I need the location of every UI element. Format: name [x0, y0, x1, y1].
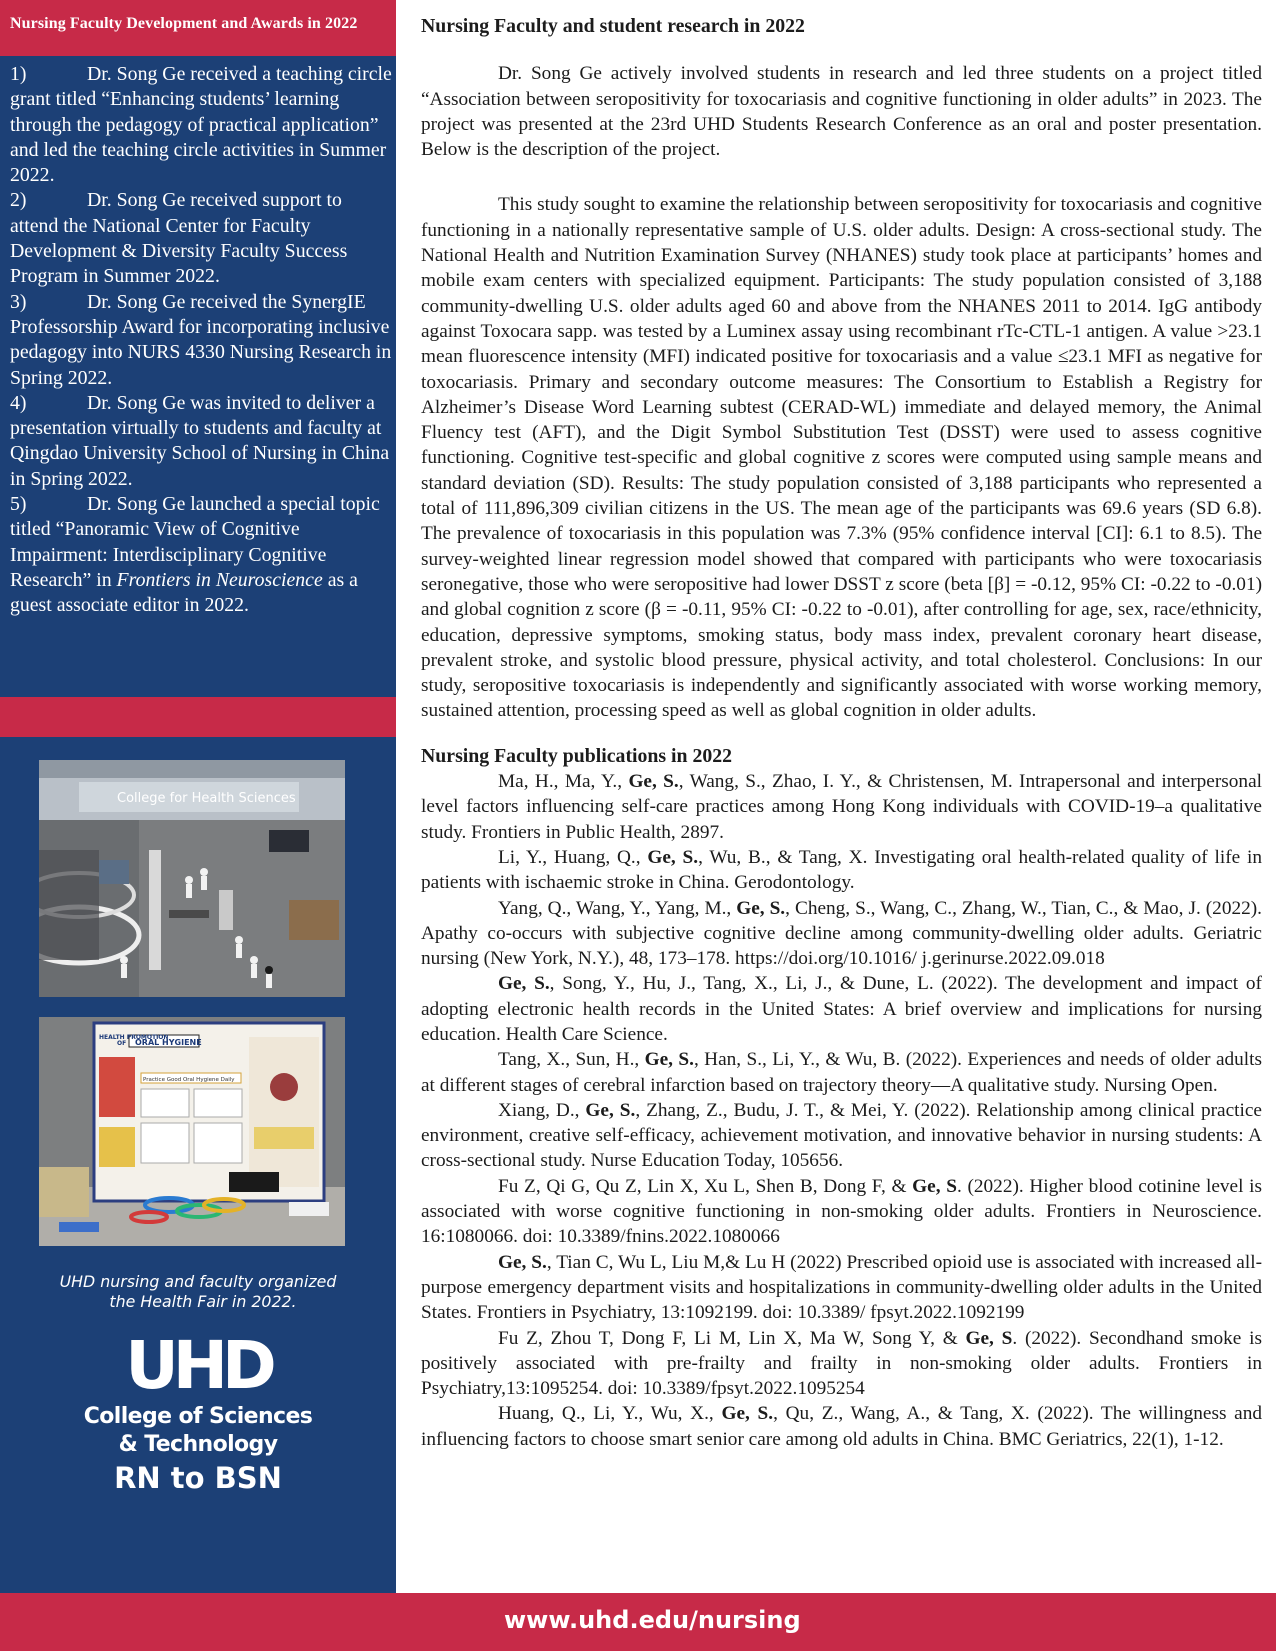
caption-line-1: UHD nursing and faculty organized	[59, 1272, 337, 1291]
ref-highlighted-author: Ge, S.	[647, 846, 699, 868]
publications-heading: Nursing Faculty publications in 2022	[421, 744, 733, 767]
ref-highlighted-author: Ge, S.	[721, 1403, 774, 1425]
award-text: Dr. Song Ge received support to attend the National Center for Faculty Development & Diversity Faculty Success Program in Summer 2022.	[10, 189, 348, 288]
college-name-line-1: College of Sciences	[83, 1404, 313, 1429]
photo-caption	[0, 1272, 396, 1312]
footer-bar	[0, 1593, 1276, 1651]
award-item	[10, 391, 392, 492]
college-name-line-2: & Technology	[118, 1432, 278, 1457]
publication-item	[421, 1401, 1262, 1452]
atrium-sign: College for Health Sciences	[117, 791, 296, 806]
poster-title: ORAL HYGIENE	[135, 1038, 202, 1047]
publication-item	[421, 845, 1262, 896]
ref-highlighted-author: Ge, S.	[585, 1099, 636, 1121]
ref-details: . (2022). Higher blood cotinine level is associated with worse cognitive functioning in non-smoking older adults. Frontiers in Neuroscience. 16:1080066. doi: 10.3389/fnins.2022.1080066	[421, 1175, 1263, 1248]
caption-line-2: the Health Fair in 2022.	[109, 1292, 297, 1311]
publication-item	[421, 896, 1262, 972]
ref-highlighted-author: Ge, S.	[644, 1049, 694, 1071]
award-number: 1)	[10, 63, 27, 85]
award-text: Dr. Song Ge received the SynergIE Professorship Award for incorporating inclusive pedagogy into NURS 4330 Nursing Research in Spring 2022.	[10, 290, 392, 389]
award-number: 2)	[10, 189, 27, 212]
research-abstract-paragraph: This study sought to examine the relationship between seropositivity for toxocariasis and cognitive functioning in a nationally representative sample of U.S. older adults. Design: A cross-sectional study. The National Health and Nutrition Examination Survey (NHANES) study took place at participants’ homes and mobile exam centers with specialized equipment. Participants: The study population consisted of 3,188 community-dwelling U.S. older adults aged 60 and above from the NHANES 2011 to 2014. IgG antibody against Toxocara sapp. was tested by a Luminex assay using recombinant rTc-CTL-1 antigen. A value >23.1 mean fluorescence intensity (MFI) indicated positive for toxocariasis and a value ≤23.1 MFI as negative for toxocariasis. Primary and secondary outcome measures: The Consortium to Establish a Registry for Alzheimer’s Disease Word Learning subtest (CERAD-WL) immediate and delayed memory, the Animal Fluency test (AFT), and the Digit Symbol Substitution Test (DSST) were used to assess cognitive functioning. Cognitive test-specific and global cognitive z scores were computed using sample means and standard deviation (SD). Results: The study population consisted of 3,188 participants who represented a total of 111,896,309 civilian citizens in the US. The mean age of the participants was 69.6 years (SD 6.8). The prevalence of toxocariasis in this population was 7.3% (95% confidence interval [CI]: 6.1 to 8.5). The survey-weighted linear regression model showed that compared with participants who were toxocariasis seronegative, those who were seropositive had lower DSST z score (beta [β] = -0.12, 95% CI: -0.22 to -0.01) and global cognition z score (β = -0.11, 95% CI: -0.22 to -0.01), after controlling for age, sex, race/ethnicity, education, depressive symptoms, smoking status, body mass index, prevalent coronary heart disease, prevalent stroke, and systolic blood pressure, physical activity, and total cholesterol. Conclusions: In our study, seropositive toxocariasis is independently and significantly associated with worse working memory, sustained attention, processing speed as well as global cognition in older adults.	[421, 194, 1262, 722]
publication-item	[421, 769, 1262, 845]
publication-item	[421, 1047, 1262, 1098]
ref-authors-before: Li, Y., Huang, Q.,	[498, 846, 648, 868]
ref-authors-before: Fu Z, Qi G, Qu Z, Lin X, Xu L, Shen B, Dong F, &	[498, 1175, 913, 1197]
publications-list	[421, 769, 1262, 1452]
award-item	[10, 492, 392, 618]
research-intro-paragraph: Dr. Song Ge actively involved students in research and led three students on a project titled “Association between seropositivity for toxocariasis and cognitive functioning in older adults” in 2023. The project was presented at the 23rd UHD Students Research Conference as an oral and poster presentation. Below is the description of the project.	[421, 63, 1262, 161]
ref-details: , Qu, Z., Wang, A., & Tang, X. (2022). The willingness and influencing factors to choose smart senior care among old adults in China. BMC Geriatrics, 22(1), 1-12.	[421, 1403, 1262, 1450]
ref-highlighted-author: Ge, S.	[498, 1251, 547, 1273]
ref-authors-before: Tang, X., Sun, H.,	[498, 1049, 645, 1071]
sidebar	[0, 0, 396, 1593]
sidebar-header	[0, 0, 396, 56]
ref-details: , Wang, S., Zhao, I. Y., & Christensen, M. Intrapersonal and interpersonal level factors influencing self-care practices among Hong Kong individuals with COVID-19–a qualitative study. Frontiers in Public Health, 2897.	[421, 771, 1262, 843]
publication-item	[421, 1174, 1262, 1250]
college-name-block	[0, 1403, 396, 1495]
ref-details: . (2022). Secondhand smoke is positively associated with pre-frailty and frailty in non-smoking older adults. Frontiers in Psychiatry,13:1095254. doi: 10.3389/fpsyt.2022.1095254	[421, 1327, 1262, 1400]
ref-authors-before: Ma, H., Ma, Y.,	[498, 771, 629, 793]
ref-authors-before: Yang, Q., Wang, Y., Yang, M.,	[498, 897, 737, 919]
ref-details: , Cheng, S., Wang, C., Zhang, W., Tian, C., & Mao, J. (2022). Apathy co-occurs with subjective cognitive decline among community-dwelling older adults. Geriatric nursing (New York, N.Y.), 48, 173–178. https://doi.org/10.1016/ j.gerinurse.2022.09.018	[421, 897, 1262, 970]
publication-item	[421, 971, 1262, 1047]
publication-item	[421, 1326, 1262, 1402]
award-text: Dr. Song Ge was invited to deliver a presentation virtually to students and faculty at Qingdao University School of Nursing in China in Spring 2022.	[10, 391, 390, 490]
award-number: 3)	[10, 290, 27, 313]
journal-name: Frontiers in Neuroscience	[116, 568, 323, 591]
award-item	[10, 62, 392, 188]
award-text: Dr. Song Ge launched a special topic titled “Panoramic View of Cognitive Impairment: Interdisciplinary Cognitive Research” in	[10, 493, 380, 591]
award-item	[10, 290, 392, 391]
awards-list	[10, 62, 392, 619]
award-item	[10, 188, 392, 289]
poster-banner: Practice Good Oral Hygiene Daily	[143, 1077, 235, 1083]
atrium-photo	[39, 760, 345, 997]
award-number: 4)	[10, 391, 27, 414]
program-name: RN to BSN	[114, 1461, 282, 1495]
publication-item	[421, 1098, 1262, 1174]
ref-authors-before: Huang, Q., Li, Y., Wu, X.,	[498, 1403, 722, 1425]
health-fair-poster-photo	[39, 1017, 345, 1246]
ref-details: , Wu, B., & Tang, X. Investigating oral health-related quality of life in patients with ischaemic stroke in China. Gerodontology.	[421, 846, 1262, 894]
atrium-illustration	[39, 760, 345, 997]
logo-text: UHD	[125, 1330, 271, 1394]
ref-details: , Song, Y., Hu, J., Tang, X., Li, J., & Dune, L. (2022). The development and impact of adopting electronic health records in the United States: A brief overview and implications for nursing education. Health Care Science.	[421, 973, 1262, 1045]
website-link[interactable]: www.uhd.edu/nursing	[504, 1606, 801, 1634]
sidebar-divider-band	[0, 697, 396, 737]
ref-details: , Tian C, Wu L, Liu M,& Lu H (2022) Prescribed opioid use is associated with increased all-purpose emergency department visits and hospitalizations in community-dwelling older adults in the United States. Frontiers in Psychiatry, 13:1092199. doi: 10.3389/ fpsyt.2022.1092199	[421, 1251, 1262, 1324]
research-heading: Nursing Faculty and student research in 2022	[421, 15, 805, 37]
ref-highlighted-author: Ge, S.	[498, 973, 550, 995]
main-content	[421, 14, 1262, 1452]
ref-highlighted-author: Ge, S	[965, 1327, 1013, 1349]
uhd-logo	[0, 1330, 396, 1394]
sidebar-header-title: Nursing Faculty Development and Awards in 2022	[10, 15, 358, 32]
ref-details: , Han, S., Li, Y., & Wu, B. (2022). Experiences and needs of older adults at different stages of cerebral infarction based on trajectory theory—A qualitative study. Nursing Open.	[421, 1049, 1262, 1096]
ref-highlighted-author: Ge, S	[912, 1175, 957, 1197]
ref-highlighted-author: Ge, S.	[736, 897, 786, 919]
poster-of: OF	[117, 1040, 127, 1047]
ref-details: , Zhang, Z., Budu, J. T., & Mei, Y. (2022). Relationship among clinical practice environment, creative self-efficacy, achievement motivation, and innovative behavior in nursing students: A cross-sectional study. Nurse Education Today, 105656.	[421, 1099, 1262, 1172]
award-number: 5)	[10, 493, 27, 516]
award-text-end: as a guest associate editor in 2022.	[10, 568, 358, 617]
award-text: Dr. Song Ge received a teaching circle grant titled “Enhancing students’ learning through the pedagogy of practical application” and led the teaching circle activities in Summer 2022.	[10, 63, 392, 187]
poster-label: HEALTH PROMOTION	[99, 1034, 169, 1041]
ref-authors-before: Fu Z, Zhou T, Dong F, Li M, Lin X, Ma W, Song Y, &	[498, 1327, 966, 1349]
ref-highlighted-author: Ge, S.	[628, 771, 679, 793]
publication-item	[421, 1250, 1262, 1326]
poster-illustration	[39, 1017, 345, 1246]
ref-authors-before: Xiang, D.,	[498, 1099, 586, 1121]
